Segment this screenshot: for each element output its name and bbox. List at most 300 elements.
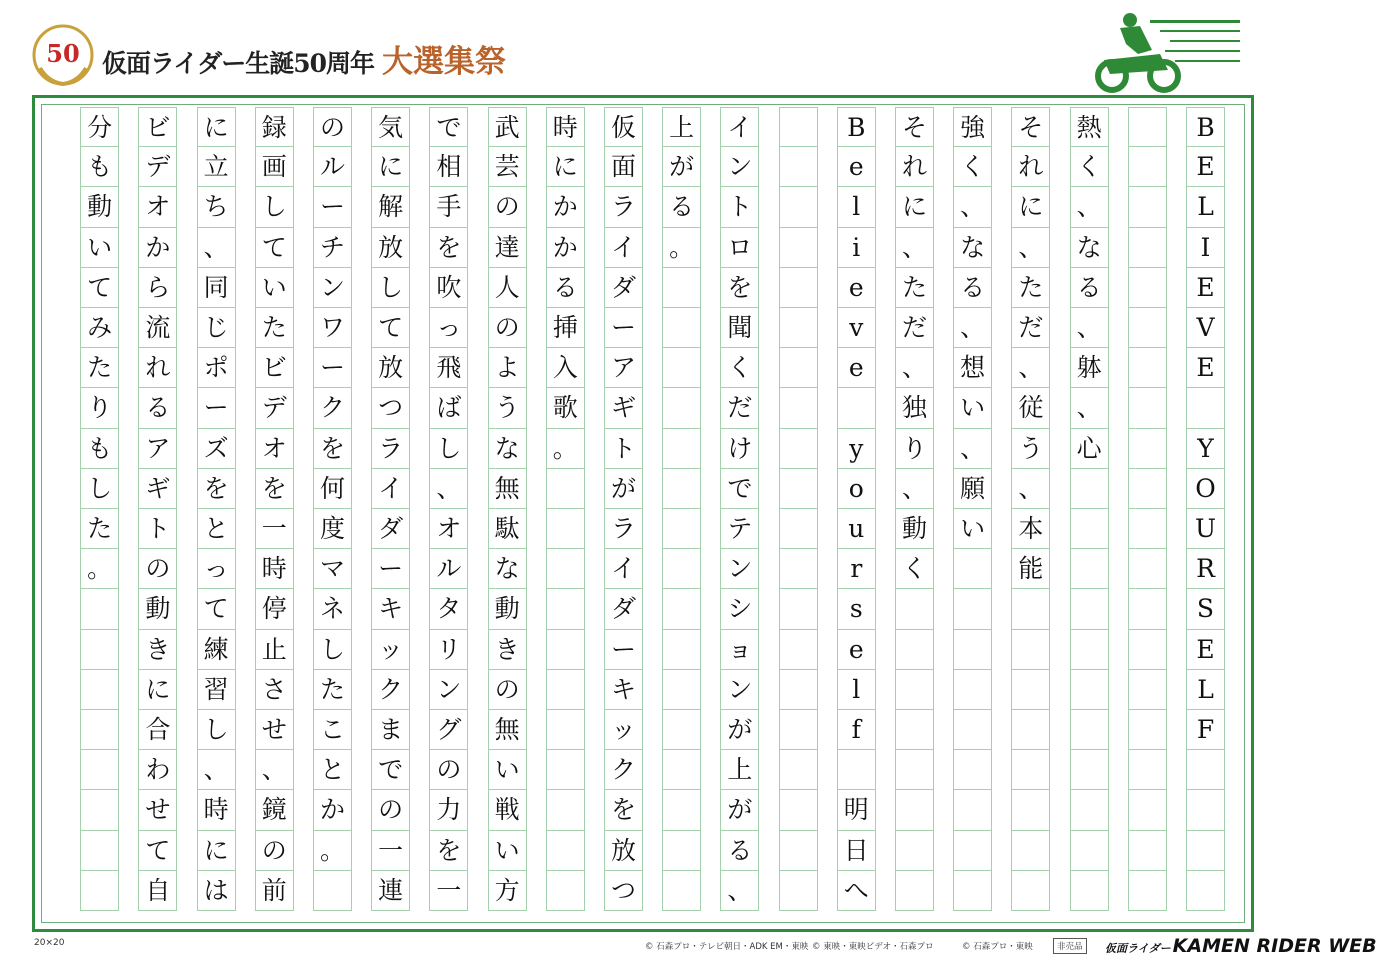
- manuscript-column: [138, 107, 177, 911]
- manuscript-cell: な: [488, 429, 527, 469]
- manuscript-cell: ー: [604, 308, 643, 348]
- manuscript-cell: 練: [197, 630, 236, 670]
- kamen-rider-web-logo[interactable]: 仮面ライダー KAMEN RIDER WEB: [1105, 935, 1377, 957]
- manuscript-cell: り: [895, 429, 934, 469]
- page-header: [0, 0, 1280, 95]
- manuscript-cell: て: [197, 589, 236, 629]
- manuscript-cell: ギ: [604, 388, 643, 428]
- manuscript-cell: か: [313, 790, 352, 830]
- manuscript-cell: の: [255, 831, 294, 871]
- manuscript-cell: る: [1070, 268, 1109, 308]
- manuscript-cell: [895, 750, 934, 790]
- manuscript-cell: る: [953, 268, 992, 308]
- manuscript-cell: ラ: [371, 429, 410, 469]
- manuscript-cell: [662, 268, 701, 308]
- manuscript-cell: よ: [488, 348, 527, 388]
- manuscript-cell: る: [138, 388, 177, 428]
- manuscript-cell: [1186, 871, 1225, 911]
- manuscript-cell: ル: [429, 549, 468, 589]
- manuscript-cell: ロ: [720, 228, 759, 268]
- manuscript-cell: が: [720, 710, 759, 750]
- manuscript-cell: [1128, 187, 1167, 227]
- manuscript-cell: な: [488, 549, 527, 589]
- manuscript-cell: [1128, 268, 1167, 308]
- manuscript-cell: い: [255, 268, 294, 308]
- manuscript-cell: [953, 549, 992, 589]
- manuscript-cell: [1070, 670, 1109, 710]
- manuscript-column: [255, 107, 294, 911]
- manuscript-cell: 達: [488, 228, 527, 268]
- manuscript-cell: て: [138, 831, 177, 871]
- manuscript-cell: [779, 831, 818, 871]
- manuscript-cell: テ: [720, 509, 759, 549]
- manuscript-cell: [1011, 871, 1050, 911]
- manuscript-cell: ビ: [138, 107, 177, 147]
- manuscript-cell: か: [546, 228, 585, 268]
- manuscript-cell: [953, 589, 992, 629]
- manuscript-cell: 放: [371, 348, 410, 388]
- manuscript-cell: [1186, 388, 1225, 428]
- manuscript-cell: E: [1186, 348, 1225, 388]
- manuscript-cell: 流: [138, 308, 177, 348]
- manuscript-cell: 、: [720, 871, 759, 911]
- manuscript-cell: [662, 429, 701, 469]
- manuscript-cell: [546, 469, 585, 509]
- manuscript-cell: キ: [604, 670, 643, 710]
- manuscript-cell: 。: [313, 831, 352, 871]
- manuscript-cell: 熱: [1070, 107, 1109, 147]
- manuscript-cell: 、: [1070, 308, 1109, 348]
- manuscript-cell: に: [371, 147, 410, 187]
- manuscript-cell: る: [720, 831, 759, 871]
- manuscript-cell: 、: [1011, 469, 1050, 509]
- manuscript-cell: ア: [138, 429, 177, 469]
- manuscript-cell: l: [837, 187, 876, 227]
- manuscript-cell: っ: [197, 549, 236, 589]
- manuscript-cell: ア: [604, 348, 643, 388]
- manuscript-cell: 停: [255, 589, 294, 629]
- manuscript-cell: 仮: [604, 107, 643, 147]
- manuscript-cell: 、: [895, 469, 934, 509]
- manuscript-cell: [662, 831, 701, 871]
- manuscript-column: [1128, 107, 1167, 911]
- manuscript-cell: 時: [197, 790, 236, 830]
- manuscript-cell: 動: [138, 589, 177, 629]
- manuscript-cell: を: [720, 268, 759, 308]
- manuscript-cell: 気: [371, 107, 410, 147]
- manuscript-cell: さ: [255, 670, 294, 710]
- manuscript-cell: に: [546, 147, 585, 187]
- manuscript-cell: 一: [371, 831, 410, 871]
- manuscript-cell: う: [488, 388, 527, 428]
- manuscript-cell: ー: [313, 348, 352, 388]
- manuscript-cell: 何: [313, 469, 352, 509]
- manuscript-cell: [1128, 750, 1167, 790]
- manuscript-cell: [1128, 790, 1167, 830]
- manuscript-cell: [779, 348, 818, 388]
- manuscript-cell: 無: [488, 710, 527, 750]
- manuscript-cell: E: [1186, 630, 1225, 670]
- manuscript-cell: [1186, 790, 1225, 830]
- manuscript-cell: [1128, 388, 1167, 428]
- manuscript-cell: 、: [895, 228, 934, 268]
- manuscript-cell: [662, 388, 701, 428]
- manuscript-cell: 想: [953, 348, 992, 388]
- manuscript-cell: し: [429, 429, 468, 469]
- manuscript-cell: 挿: [546, 308, 585, 348]
- manuscript-cell: 心: [1070, 429, 1109, 469]
- manuscript-cell: は: [197, 871, 236, 911]
- manuscript-cell: 戦: [488, 790, 527, 830]
- manuscript-cell: を: [313, 429, 352, 469]
- manuscript-cell: だ: [1011, 308, 1050, 348]
- manuscript-cell: [1128, 589, 1167, 629]
- manuscript-cell: f: [837, 710, 876, 750]
- manuscript-cell: [1070, 589, 1109, 629]
- manuscript-cell: そ: [1011, 107, 1050, 147]
- manuscript-cell: デ: [138, 147, 177, 187]
- manuscript-cell: 、: [1070, 388, 1109, 428]
- manuscript-cell: キ: [371, 589, 410, 629]
- manuscript-cell: て: [255, 228, 294, 268]
- manuscript-cell: く: [720, 348, 759, 388]
- manuscript-cell: ダ: [604, 589, 643, 629]
- manuscript-cell: [1128, 630, 1167, 670]
- manuscript-cell: [953, 790, 992, 830]
- manuscript-cell: 立: [197, 147, 236, 187]
- manuscript-cell: 武: [488, 107, 527, 147]
- manuscript-cell: S: [1186, 589, 1225, 629]
- manuscript-cell: 、: [1070, 187, 1109, 227]
- manuscript-cell: イ: [371, 469, 410, 509]
- manuscript-cell: [1070, 790, 1109, 830]
- manuscript-cell: 、: [255, 750, 294, 790]
- manuscript-cell: シ: [720, 589, 759, 629]
- manuscript-cell: て: [80, 268, 119, 308]
- manuscript-cell: v: [837, 308, 876, 348]
- manuscript-cell: [1128, 107, 1167, 147]
- manuscript-cell: Y: [1186, 429, 1225, 469]
- manuscript-cell: [662, 589, 701, 629]
- manuscript-cell: B: [1186, 107, 1225, 147]
- manuscript-cell: り: [80, 388, 119, 428]
- manuscript-cell: u: [837, 509, 876, 549]
- manuscript-cell: [1011, 831, 1050, 871]
- manuscript-column: [720, 107, 759, 911]
- anniversary-emblem-icon: [30, 22, 96, 88]
- manuscript-cell: [546, 670, 585, 710]
- manuscript-cell: 、: [953, 429, 992, 469]
- manuscript-cell: つ: [604, 871, 643, 911]
- manuscript-cell: [80, 710, 119, 750]
- manuscript-cell: に: [138, 670, 177, 710]
- manuscript-cell: ク: [371, 670, 410, 710]
- manuscript-cell: れ: [895, 147, 934, 187]
- manuscript-cell: に: [197, 831, 236, 871]
- manuscript-cell: 上: [720, 750, 759, 790]
- motorcycle-rider-icon: [1090, 10, 1240, 98]
- manuscript-cell: イ: [720, 107, 759, 147]
- manuscript-cell: を: [429, 831, 468, 871]
- manuscript-cell: E: [1186, 147, 1225, 187]
- manuscript-cell: [1011, 750, 1050, 790]
- manuscript-cell: ら: [138, 268, 177, 308]
- manuscript-cell: [80, 750, 119, 790]
- manuscript-cell: [1070, 549, 1109, 589]
- manuscript-cell: [662, 348, 701, 388]
- manuscript-cell: 面: [604, 147, 643, 187]
- manuscript-cell: [1011, 790, 1050, 830]
- manuscript-cell: ョ: [720, 630, 759, 670]
- manuscript-cell: た: [313, 670, 352, 710]
- manuscript-cell: 度: [313, 509, 352, 549]
- manuscript-cell: 願: [953, 469, 992, 509]
- manuscript-cell: わ: [138, 750, 177, 790]
- manuscript-cell: い: [953, 388, 992, 428]
- manuscript-column: [197, 107, 236, 911]
- manuscript-column: [662, 107, 701, 911]
- manuscript-cell: [1128, 147, 1167, 187]
- manuscript-cell: ク: [313, 388, 352, 428]
- manuscript-cell: 時: [546, 107, 585, 147]
- manuscript-cell: か: [546, 187, 585, 227]
- manuscript-cell: 独: [895, 388, 934, 428]
- manuscript-cell: o: [837, 469, 876, 509]
- manuscript-cell: [1186, 750, 1225, 790]
- manuscript-cell: 吹: [429, 268, 468, 308]
- manuscript-cell: 歌: [546, 388, 585, 428]
- manuscript-cell: し: [255, 187, 294, 227]
- manuscript-cell: [662, 549, 701, 589]
- manuscript-cell: の: [313, 107, 352, 147]
- manuscript-cell: だ: [895, 308, 934, 348]
- manuscript-cell: 、: [197, 750, 236, 790]
- manuscript-cell: い: [953, 509, 992, 549]
- manuscript-cell: 、: [1011, 228, 1050, 268]
- manuscript-column: [953, 107, 992, 911]
- manuscript-cell: ば: [429, 388, 468, 428]
- copyright-1: © 石森プロ・テレビ朝日・ADK EM・東映: [645, 942, 809, 952]
- manuscript-cell: ち: [197, 187, 236, 227]
- manuscript-cell: [662, 308, 701, 348]
- manuscript-cell: 日: [837, 831, 876, 871]
- manuscript-column: [371, 107, 410, 911]
- manuscript-cell: を: [197, 469, 236, 509]
- manuscript-cell: 、: [953, 308, 992, 348]
- manuscript-cell: 止: [255, 630, 294, 670]
- manuscript-cell: [837, 750, 876, 790]
- manuscript-cell: う: [1011, 429, 1050, 469]
- manuscript-cell: ル: [313, 147, 352, 187]
- manuscript-cell: [1128, 348, 1167, 388]
- manuscript-cell: 分: [80, 107, 119, 147]
- manuscript-cell: [779, 228, 818, 268]
- manuscript-column: [488, 107, 527, 911]
- manuscript-cell: っ: [429, 308, 468, 348]
- manuscript-cell: 放: [371, 228, 410, 268]
- manuscript-cell: 録: [255, 107, 294, 147]
- manuscript-column: [837, 107, 876, 911]
- manuscript-cell: L: [1186, 670, 1225, 710]
- manuscript-cell: ま: [371, 710, 410, 750]
- manuscript-cell: [80, 589, 119, 629]
- manuscript-cell: ー: [197, 388, 236, 428]
- manuscript-cell: 手: [429, 187, 468, 227]
- manuscript-cell: [546, 790, 585, 830]
- manuscript-cell: [953, 750, 992, 790]
- manuscript-cell: [895, 871, 934, 911]
- manuscript-cell: だ: [720, 388, 759, 428]
- manuscript-cell: ト: [604, 429, 643, 469]
- manuscript-cell: で: [371, 750, 410, 790]
- manuscript-cell: き: [138, 630, 177, 670]
- manuscript-cell: ポ: [197, 348, 236, 388]
- manuscript-cell: [895, 630, 934, 670]
- manuscript-cell: ン: [720, 549, 759, 589]
- manuscript-cell: を: [604, 790, 643, 830]
- manuscript-cell: e: [837, 147, 876, 187]
- manuscript-cell: [546, 710, 585, 750]
- manuscript-cell: て: [371, 308, 410, 348]
- manuscript-cell: ダ: [371, 509, 410, 549]
- manuscript-column: [546, 107, 585, 911]
- manuscript-cell: [1128, 710, 1167, 750]
- manuscript-cell: 動: [80, 187, 119, 227]
- manuscript-cell: が: [662, 147, 701, 187]
- manuscript-cell: グ: [429, 710, 468, 750]
- manuscript-cell: [1011, 630, 1050, 670]
- manuscript-cell: [895, 710, 934, 750]
- manuscript-cell: [1011, 589, 1050, 629]
- manuscript-cell: た: [255, 308, 294, 348]
- manuscript-cell: の: [138, 549, 177, 589]
- manuscript-cell: 動: [488, 589, 527, 629]
- manuscript-cell: ワ: [313, 308, 352, 348]
- manuscript-cell: オ: [138, 187, 177, 227]
- paper-size-label: 20×20: [34, 938, 65, 948]
- manuscript-cell: 駄: [488, 509, 527, 549]
- manuscript-cell: 芸: [488, 147, 527, 187]
- manuscript-cell: に: [895, 187, 934, 227]
- manuscript-cell: l: [837, 670, 876, 710]
- manuscript-cell: つ: [371, 388, 410, 428]
- manuscript-cell: ビ: [255, 348, 294, 388]
- manuscript-cell: 躰: [1070, 348, 1109, 388]
- manuscript-cell: [1128, 670, 1167, 710]
- manuscript-cell: 、: [1011, 348, 1050, 388]
- manuscript-cell: [546, 831, 585, 871]
- manuscript-cell: オ: [255, 429, 294, 469]
- manuscript-cell: [1070, 630, 1109, 670]
- manuscript-cell: ー: [604, 630, 643, 670]
- title-sub: 大選集祭: [382, 44, 507, 80]
- manuscript-cell: [779, 750, 818, 790]
- manuscript-cell: 、: [895, 348, 934, 388]
- manuscript-cell: 動: [895, 509, 934, 549]
- manuscript-cell: [1128, 429, 1167, 469]
- manuscript-cell: た: [1011, 268, 1050, 308]
- manuscript-cell: [662, 509, 701, 549]
- manuscript-cell: [779, 268, 818, 308]
- manuscript-cell: 従: [1011, 388, 1050, 428]
- manuscript-cell: 放: [604, 831, 643, 871]
- manuscript-cell: [779, 790, 818, 830]
- manuscript-cell: リ: [429, 630, 468, 670]
- manuscript-cell: ラ: [604, 509, 643, 549]
- manuscript-cell: し: [80, 469, 119, 509]
- manuscript-cell: 、: [953, 187, 992, 227]
- manuscript-cell: オ: [429, 509, 468, 549]
- manuscript-cell: [546, 871, 585, 911]
- manuscript-cell: く: [1070, 147, 1109, 187]
- manuscript-cell: ト: [138, 509, 177, 549]
- manuscript-cell: き: [488, 630, 527, 670]
- svg-text:50: 50: [46, 39, 80, 68]
- manuscript-cell: 前: [255, 871, 294, 911]
- manuscript-cell: F: [1186, 710, 1225, 750]
- manuscript-cell: し: [197, 710, 236, 750]
- manuscript-cell: [1128, 228, 1167, 268]
- manuscript-cell: ン: [313, 268, 352, 308]
- manuscript-cell: イ: [604, 228, 643, 268]
- manuscript-cell: の: [488, 187, 527, 227]
- manuscript-cell: 聞: [720, 308, 759, 348]
- manuscript-cell: [546, 589, 585, 629]
- manuscript-cell: か: [138, 228, 177, 268]
- manuscript-cell: [895, 589, 934, 629]
- manuscript-cell: [662, 871, 701, 911]
- manuscript-cell: 画: [255, 147, 294, 187]
- manuscript-cell: 。: [662, 228, 701, 268]
- manuscript-cell: [953, 710, 992, 750]
- manuscript-cell: ン: [429, 670, 468, 710]
- manuscript-cell: r: [837, 549, 876, 589]
- manuscript-cell: [895, 831, 934, 871]
- copyright-2: © 東映・東映ビデオ・石森プロ: [812, 942, 934, 952]
- manuscript-cell: 解: [371, 187, 410, 227]
- manuscript-cell: そ: [895, 107, 934, 147]
- manuscript-cell: [1128, 549, 1167, 589]
- manuscript-cell: ト: [720, 187, 759, 227]
- manuscript-cell: [546, 630, 585, 670]
- manuscript-cell: [953, 630, 992, 670]
- manuscript-cell: た: [895, 268, 934, 308]
- manuscript-cell: 明: [837, 790, 876, 830]
- manuscript-cell: ダ: [604, 268, 643, 308]
- manuscript-cell: 上: [662, 107, 701, 147]
- manuscript-cell: た: [80, 509, 119, 549]
- manuscript-cell: の: [371, 790, 410, 830]
- manuscript-cell: せ: [138, 790, 177, 830]
- manuscript-cell: e: [837, 268, 876, 308]
- manuscript-cell: [953, 871, 992, 911]
- manuscript-cell: 本: [1011, 509, 1050, 549]
- manuscript-cell: た: [80, 348, 119, 388]
- manuscript-cell: い: [488, 750, 527, 790]
- manuscript-cell: 時: [255, 549, 294, 589]
- manuscript-cell: O: [1186, 469, 1225, 509]
- manuscript-cell: U: [1186, 509, 1225, 549]
- page-footer: [0, 935, 1377, 968]
- manuscript-cell: [779, 147, 818, 187]
- manuscript-cell: [779, 469, 818, 509]
- manuscript-cell: [779, 187, 818, 227]
- manuscript-cell: ズ: [197, 429, 236, 469]
- manuscript-cell: e: [837, 348, 876, 388]
- manuscript-cell: e: [837, 630, 876, 670]
- manuscript-cell: [546, 509, 585, 549]
- manuscript-cell: ン: [720, 147, 759, 187]
